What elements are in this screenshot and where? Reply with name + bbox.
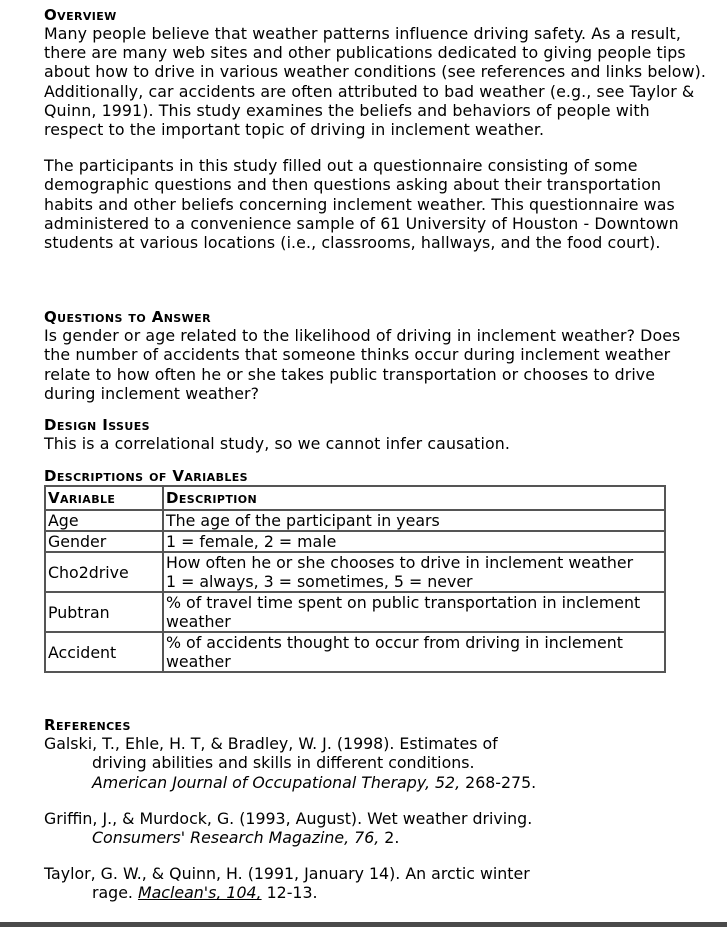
reference-pages: 2. (379, 828, 400, 848)
reference-item (44, 864, 716, 902)
reference-line: Taylor, G. W., & Quinn, H. (1991, January 14). An arctic winter (44, 864, 530, 884)
reference-line: rage. (92, 883, 133, 903)
text-line: The participants in this study filled out a questionnaire consisting of some (44, 156, 638, 176)
variable-description (163, 592, 665, 632)
text-line: Additionally, car accidents are often attributed to bad weather (e.g., see Taylor & (44, 81, 695, 101)
variable-name: Gender (45, 531, 163, 552)
table-row (45, 552, 665, 592)
variables-table (44, 485, 666, 673)
journal-title: Maclean's, 104, (137, 883, 262, 903)
text-line: demographic questions and then questions asking about their transportation (44, 175, 662, 195)
journal-title: American Journal of Occupational Therapy, 52, (92, 772, 461, 792)
questions-paragraph (44, 326, 716, 403)
description-line: weather (166, 612, 231, 632)
description-line: How often he or she chooses to drive in inclement weather (166, 553, 634, 573)
variables-heading: Descriptions of Variables (44, 467, 248, 486)
references-heading: References (44, 716, 131, 735)
table-row (45, 632, 665, 672)
variable-description (163, 510, 665, 531)
description-line: The age of the participant in years (166, 511, 440, 531)
text-line: Many people believe that weather patterns influence driving safety. As a result, (44, 24, 681, 43)
document-page (44, 6, 716, 903)
text-line: the number of accidents that someone thinks occur during inclement weather (44, 345, 671, 365)
variable-name: Accident (45, 632, 163, 672)
reference-source (44, 773, 716, 792)
reference-line: driving abilities and skills in different conditions. (92, 753, 475, 773)
text-line: relate to how often he or she takes public transportation or chooses to drive (44, 364, 656, 384)
questions-heading: Questions to Answer (44, 308, 211, 327)
text-line: respect to the important topic of driving in inclement weather. (44, 120, 545, 140)
reference-item (44, 809, 716, 847)
variable-name: Age (45, 510, 163, 531)
text-line: about how to drive in various weather conditions (see references and links below). (44, 62, 706, 82)
description-column-header: Description (163, 486, 665, 510)
design-text: This is a correlational study, so we cannot infer causation. (44, 434, 510, 454)
table-row (45, 531, 665, 552)
variable-name: Cho2drive (45, 552, 163, 592)
text-line: Is gender or age related to the likelihood of driving in inclement weather? Does (44, 326, 681, 346)
text-line: habits and other beliefs concerning inclement weather. This questionnaire was (44, 194, 675, 214)
description-line: 1 = female, 2 = male (166, 532, 337, 552)
text-line: students at various locations (i.e., classrooms, hallways, and the food court). (44, 233, 661, 253)
table-row (45, 592, 665, 632)
table-row (45, 510, 665, 531)
reference-line: Galski, T., Ehle, H. T, & Bradley, W. J. (1998). Estimates of (44, 734, 498, 754)
description-line: % of accidents thought to occur from driving in inclement (166, 633, 623, 653)
variable-description (163, 531, 665, 552)
description-line: % of travel time spent on public transportation in inclement (166, 593, 641, 613)
journal-title: Consumers' Research Magazine, 76, (92, 828, 380, 848)
text-line: during inclement weather? (44, 383, 260, 403)
variable-description (163, 632, 665, 672)
overview-paragraph-1 (44, 24, 716, 139)
description-line: weather (166, 652, 231, 672)
reference-line: Griffin, J., & Murdock, G. (1993, August). Wet weather driving. (44, 808, 533, 828)
variable-description (163, 552, 665, 592)
description-line: 1 = always, 3 = sometimes, 5 = never (166, 572, 473, 592)
reference-pages: 268-275. (460, 772, 537, 792)
table-header-row (45, 486, 665, 510)
reference-source (44, 828, 716, 847)
variable-column-header: Variable (45, 486, 163, 510)
overview-heading: Overview (44, 6, 117, 24)
design-heading: Design Issues (44, 416, 150, 435)
reference-source (44, 883, 716, 902)
text-line: administered to a convenience sample of 61 University of Houston - Downtown (44, 213, 679, 233)
variable-name: Pubtran (45, 592, 163, 632)
text-line: Quinn, 1991). This study examines the beliefs and behaviors of people with (44, 100, 650, 120)
overview-paragraph-2 (44, 156, 716, 252)
text-line: there are many web sites and other publications dedicated to giving people tips (44, 43, 686, 63)
reference-pages: 12-13. (261, 883, 318, 903)
reference-item (44, 734, 716, 792)
window-bottom-edge (0, 922, 727, 927)
